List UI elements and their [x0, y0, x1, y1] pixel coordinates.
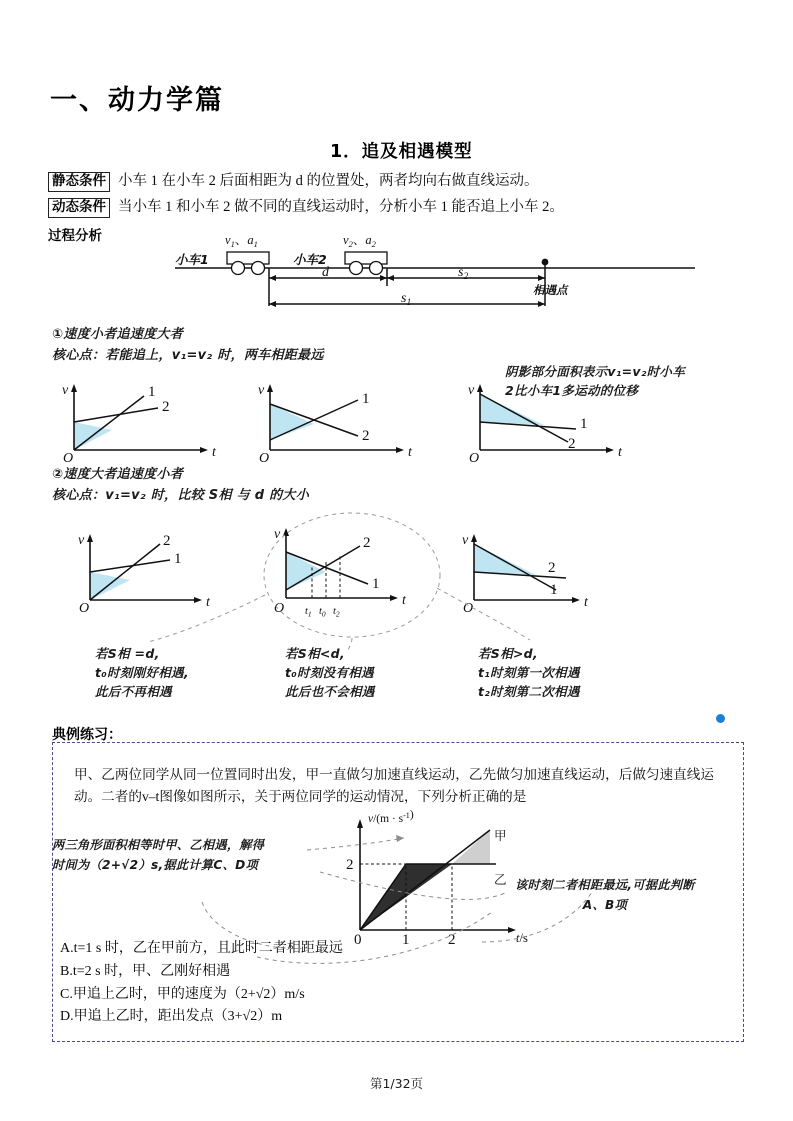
static-condition-row	[48, 172, 539, 192]
dynamic-condition-row	[48, 198, 564, 218]
svg-text:2: 2	[162, 399, 170, 415]
case2-note	[52, 466, 309, 506]
svg-text:1: 1	[362, 391, 370, 407]
caption-1-line-1: 若S相 =d,	[95, 646, 160, 661]
option-d[interactable]: D.甲追上乙时，距出发点（3+√2）m	[60, 1009, 283, 1025]
svg-text:v: v	[274, 527, 281, 542]
svg-text:1: 1	[148, 384, 156, 400]
caption-3-line-2: t₁时刻第一次相遇	[478, 664, 580, 680]
svg-text:1: 1	[372, 576, 380, 592]
svg-text:1: 1	[580, 416, 588, 432]
example-note-right	[515, 876, 695, 915]
svg-text:乙: 乙	[494, 872, 507, 887]
example-note-left-line-1: 两三角形面积相等时甲、乙相遇，解得	[52, 838, 265, 852]
svg-text:t/s: t/s	[516, 931, 528, 945]
shaded-note-line1: 阴影部分面积表示v₁=v₂时小车	[505, 364, 686, 379]
svg-text:小车2: 小车2	[293, 252, 327, 267]
xtick-0: 0	[354, 932, 362, 948]
caption-3-line-3: t₂时刻第二次相遇	[478, 683, 580, 699]
svg-text:O: O	[463, 601, 474, 616]
svg-text:相遇点: 相遇点	[533, 283, 568, 297]
problem-statement: 甲、乙两位同学从同一位置同时出发，甲一直做匀加速直线运动，乙先做匀加速直线运动，后做匀速直线运动。二者的v–t图像如图所示，关于两位同学的运动情况，下列分析正确的是	[74, 767, 714, 805]
option-b[interactable]: B.t=2 s 时，甲、乙刚好相遇	[60, 963, 231, 979]
shaded-note-line2: 2比小车1多运动的位移	[505, 382, 639, 398]
svg-text:v1、a1: $v_1$、$a_1$	[225, 233, 258, 249]
caption-1-line-3: 此后不再相遇	[95, 683, 172, 699]
option-c[interactable]: C.甲追上乙时，甲的速度为（2+√2）m/s	[60, 986, 305, 1002]
ytick-2: 2	[346, 857, 354, 873]
caption-1-line-2: t₀时刻刚好相遇,	[95, 664, 189, 680]
svg-text:t: t	[206, 595, 210, 610]
svg-text:v: v	[468, 383, 475, 398]
cart-diagram	[175, 228, 695, 320]
svg-text:O: O	[274, 601, 285, 616]
answer-options	[60, 938, 480, 1029]
caption-1	[95, 645, 189, 701]
svg-text:O: O	[79, 601, 90, 616]
svg-text:t: t	[212, 445, 216, 460]
example-note-left	[52, 836, 264, 875]
example-note-right-line-2: A、B项	[582, 897, 628, 912]
section-title: 1．追及相遇模型	[330, 142, 473, 162]
tick-t1: $t_1$	[305, 606, 312, 619]
svg-text:s2: $s_2$	[458, 265, 469, 282]
svg-text:O: O	[469, 451, 480, 466]
static-condition-text: 小车 1 在小车 2 后面相距为 d 的位置处，两者均向右做直线运动。	[118, 173, 539, 189]
shaded-area-note	[505, 363, 685, 401]
case1-heading: ①速度小者追速度大者	[52, 327, 184, 342]
svg-text:2: 2	[163, 533, 171, 549]
example-label: 典例练习：	[52, 727, 122, 743]
svg-text:2: 2	[548, 560, 556, 576]
caption-2-line-2: t₀时刻没有相遇	[285, 664, 374, 680]
caption-2	[285, 645, 375, 701]
caption-2-line-1: 若S相<d,	[285, 646, 345, 661]
option-a[interactable]: A.t=1 s 时，乙在甲前方，且此时二者相距最远	[60, 941, 343, 956]
page-footer: 第1/32页	[369, 1076, 424, 1091]
graph-6	[462, 528, 632, 616]
svg-text:v: v	[258, 383, 265, 398]
caption-3	[478, 645, 580, 701]
svg-text:d: d	[322, 265, 329, 280]
svg-text:2: 2	[363, 535, 371, 551]
case2-key-point: 核心点：v₁=v₂ 时，比较 S相 与 d 的大小	[52, 487, 310, 503]
xtick-2: 2	[448, 932, 456, 948]
tick-t2: $t_2$	[333, 606, 340, 619]
svg-text:t: t	[402, 593, 406, 608]
caption-2-line-3: 此后也不会相遇	[285, 683, 375, 699]
svg-text:t: t	[618, 445, 622, 460]
svg-text:1: 1	[550, 582, 558, 598]
dynamic-condition-text: 当小车 1 和小车 2 做不同的直线运动时，分析小车 1 能否追上小车 2。	[118, 199, 564, 215]
dynamic-condition-tag: 动态条件	[48, 198, 110, 218]
process-analysis-label: 过程分析	[48, 228, 102, 244]
svg-text:s1: $s_1$	[401, 291, 412, 308]
case2-heading: ②速度大者追速度小者	[52, 467, 184, 482]
svg-text:t: t	[584, 595, 588, 610]
example-note-left-line-2: 时间为（2+√2）s,据此计算C、D项	[52, 857, 259, 872]
graph-1	[62, 378, 242, 466]
graph-4	[78, 528, 248, 616]
page-title: 一、动力学篇	[50, 85, 224, 116]
caption-3-line-1: 若S相>d,	[478, 646, 538, 661]
svg-text:v/(m · s-1): $v/(m \cdot s^{-1})$	[368, 809, 414, 825]
example-note-right-line-1: 该时刻二者相距最远,可据此判断	[515, 878, 695, 892]
svg-text:t: t	[408, 445, 412, 460]
svg-text:v: v	[78, 533, 85, 548]
svg-text:小车1: 小车1	[175, 252, 209, 267]
svg-text:v2、a2: $v_2$、$a_2$	[343, 233, 376, 249]
svg-text:O: O	[63, 451, 74, 466]
graph-5	[272, 522, 447, 622]
tick-t0: $t_0$	[319, 606, 326, 619]
svg-text:O: O	[259, 451, 270, 466]
xtick-1: 1	[402, 932, 410, 948]
svg-text:2: 2	[362, 428, 370, 444]
static-condition-tag: 静态条件	[48, 172, 110, 192]
svg-text:v: v	[62, 383, 69, 398]
blue-dot-marker	[716, 714, 725, 723]
svg-text:2: 2	[568, 436, 576, 452]
graph-2	[258, 378, 438, 466]
svg-text:1: 1	[174, 551, 182, 567]
case1-note	[52, 326, 324, 366]
svg-text:v: v	[462, 533, 469, 548]
case1-key-point: 核心点：若能追上，v₁=v₂ 时，两车相距最远	[52, 347, 324, 363]
svg-text:甲: 甲	[494, 828, 507, 843]
